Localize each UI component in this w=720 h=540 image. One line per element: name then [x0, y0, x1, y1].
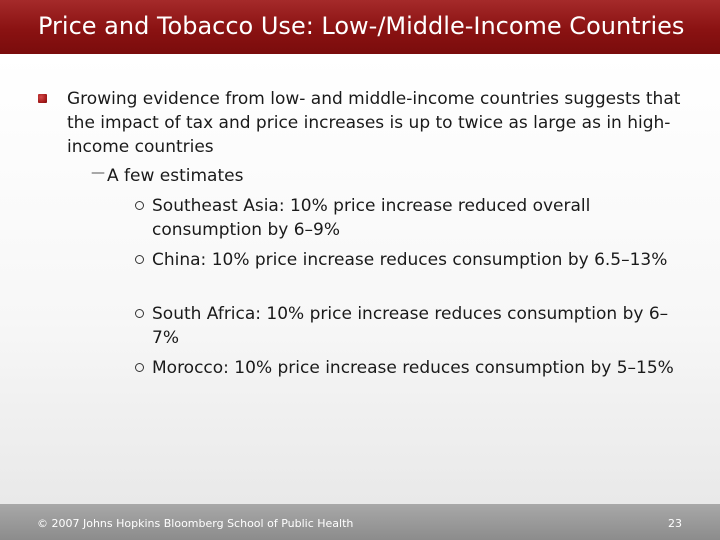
estimate-text: China: 10% price increase reduces consumption by 6.5–13% — [152, 250, 668, 270]
footer-copyright: © 2007 Johns Hopkins Bloomberg School of Public Health — [37, 517, 354, 530]
title-bar — [0, 0, 720, 54]
main-bullet-text: Growing evidence from low- and middle-income countries suggests that the impact of tax and price increases is up to twice as large as in high-income countries — [67, 89, 681, 157]
estimate-text: South Africa: 10% price increase reduces consumption by 6–7% — [152, 304, 669, 348]
circle-bullet-icon — [135, 255, 144, 264]
slide-title: Price and Tobacco Use: Low-/Middle-Income Countries — [38, 12, 685, 40]
square-bullet-icon — [38, 94, 47, 103]
page-number: 23 — [668, 517, 682, 530]
circle-bullet-icon — [135, 201, 144, 210]
estimate-text: Morocco: 10% price increase reduces consumption by 5–15% — [152, 358, 674, 378]
dash-bullet-icon: — — [91, 165, 105, 181]
circle-bullet-icon — [135, 309, 144, 318]
estimate-text: Southeast Asia: 10% price increase reduced overall consumption by 6–9% — [152, 196, 591, 240]
sub-bullet-text: A few estimates — [107, 166, 244, 186]
circle-bullet-icon — [135, 363, 144, 372]
